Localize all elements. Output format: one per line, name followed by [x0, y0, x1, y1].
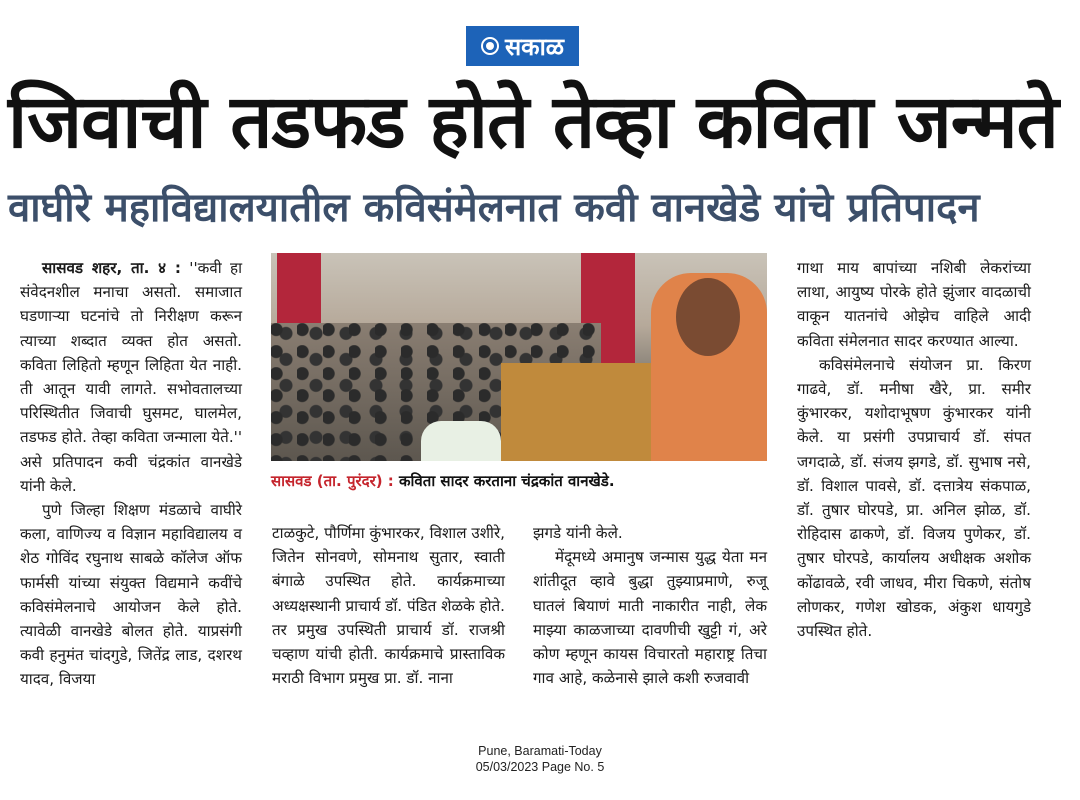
photo-caption — [271, 466, 767, 496]
subheadline: वाघीरे महाविद्यालयातील कविसंमेलनात कवी वानखेडे यांचे प्रतिपादन — [8, 185, 980, 231]
article-column-2 — [272, 521, 505, 690]
article-text: ''कवी हा संवेदनशील मनाचा असतो. समाजात घडणाऱ्या घटनांचे तो निरीक्षण करून त्याच्या शब्दात व्यक्त होत असतो. कविता लिहितो म्हणून लिहिता येत नाही. ती आतून यावी लागते. सभोवतालच्या परिस्थितीत जिवाची घुसमट, घालमेल, तडफड होते. तेव्हा कविता जन्माला येते.'' असे प्रतिपादन कवी चंद्रकांत वानखेडे यांनी केले. — [20, 259, 243, 495]
caption-place: सासवड (ता. पुरंदर) : — [271, 472, 394, 490]
footer-edition: Pune, Baramati-Today — [478, 744, 602, 758]
article-paragraph: गाथा माय बापांच्या नशिबी लेकरांच्या लाथा, आयुष्य पोरके होते झुंजार वादळाची वाकून यातनांचे ओझेच वाहिले आदी कविता संमेलनात सादर करण्यात आल्या. — [797, 259, 1031, 350]
dateline: सासवड शहर, ता. ४ : — [42, 259, 181, 277]
article-paragraph: टाळकुटे, पौर्णिमा कुंभारकर, विशाल उशीरे, जितेन सोनवणे, सोमनाथ सुतार, स्वाती बंगाळे उपस्थित होते. कार्यक्रमाच्या अध्यक्षस्थानी प्राचार्य डॉ. पंडित शेळके होते. तर प्रमुख उपस्थिती प्राचार्य डॉ. राजश्री चव्हाण यांची होती. कार्यक्रमाचे प्रास्ताविक मराठी विभाग प्रमुख प्रा. डॉ. नाना — [272, 524, 505, 688]
sakal-emblem-icon — [481, 37, 499, 55]
event-photo — [271, 253, 767, 461]
headline: जिवाची तडफड होते तेव्हा कविता जन्मते — [8, 79, 1058, 165]
article-paragraph: पुणे जिल्हा शिक्षण मंडळाचे वाघीरे कला, वाणिज्य व विज्ञान महाविद्यालय व शेठ गोविंद रघुनाथ साबळे कॉलेज ऑफ फार्मसी यांच्या संयुक्त विद्यमाने कवींचे कविसंमेलनाचे आयोजन केले होते. त्यावेळी वानखेडे बोलत होते. याप्रसंगी कवी हनुमंत चांदगुडे, जितेंद्र लाड, दशरथ यादव, विजया — [20, 501, 242, 689]
photo-flowers — [421, 421, 501, 461]
article-paragraph — [20, 256, 242, 498]
article-paragraph: कविसंमेलनाचे संयोजन प्रा. किरण गाढवे, डॉ. मनीषा खैरे, प्रा. समीर कुंभारकर, यशोदाभूषण कुंभारकर यांनी केले. या प्रसंगी उपप्राचार्य डॉ. संपत जगदाळे, डॉ. संजय झगडे, डॉ. सुभाष नसे, डॉ. विशाल पावसे, डॉ. दत्तात्रेय संकपाळ, डॉ. तुषार घोरपडे, प्रा. अनिल झोळ, डॉ. रोहिदास ढाकणे, डॉ. विजय पुणेकर, डॉ. तुषार घोरपडे, कार्यालय अधीक्षक अशोक कोंढावळे, रवी जाधव, मीरा चिकणे, संतोष लोणकर, गणेश खोडक, अंकुश धायगुडे उपस्थित होते. — [797, 355, 1031, 641]
article-column-3 — [533, 521, 767, 690]
article-column-4 — [797, 256, 1031, 643]
photo-podium — [501, 363, 671, 461]
caption-text: कविता सादर करताना चंद्रकांत वानखेडे. — [399, 472, 615, 490]
article-column-1 — [20, 256, 242, 692]
sakal-logo — [466, 26, 579, 66]
footer-date-page: 05/03/2023 Page No. 5 — [475, 760, 605, 774]
article-paragraph: झगडे यांनी केले. — [533, 524, 623, 542]
logo-text: सकाळ — [504, 32, 565, 61]
article-paragraph: मेंदूमध्ये अमानुष जन्मास युद्ध येता मन शांतीदूत व्हावे बुद्धा तुझ्याप्रमाणे, रुजू घातलं बियाणं माती नाकारीत नाही, लेक माझ्या काळजाच्या दावणीची खुट्टी गं, अरे कोण म्हणून कायस विचारतो महाराष्ट्र तिचा गाव आहे, कळेनासे झाले कशी रुजवावी — [533, 548, 767, 688]
photo-speaker-head — [676, 278, 740, 356]
